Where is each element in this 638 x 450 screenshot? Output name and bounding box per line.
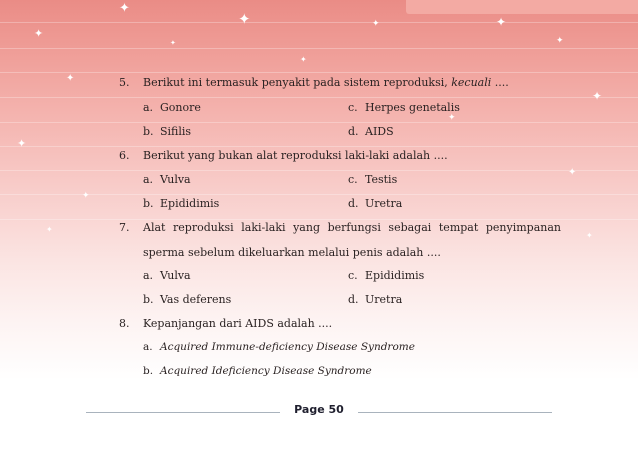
option-6d: d. Uretra [348, 197, 403, 210]
star-icon: ✦ [17, 137, 27, 150]
option-5d: d. AIDS [348, 125, 394, 138]
question-5: 5. Berikut ini termasuk penyakit pada sistem reproduksi, kecuali .... [119, 76, 509, 89]
page-number: Page 50 [294, 403, 344, 416]
question-7: 7. Alat reproduksi laki-laki yang berfungsi sebagai tempat penyimpanan sperma sebelum dikeluarkan melalui penis adalah .... [119, 221, 561, 259]
star-icon: ✦ [300, 55, 307, 64]
option-6a: a. Vulva [143, 173, 191, 186]
star-icon: ✦ [34, 27, 44, 40]
option-7a: a. Vulva [143, 269, 191, 282]
star-icon: ✦ [592, 89, 603, 103]
option-7c: c. Epididimis [348, 269, 425, 282]
star-icon: ✦ [82, 191, 90, 201]
option-8b: b. Acquired Ideficiency Disease Syndrome [143, 365, 372, 377]
star-icon: ✦ [568, 167, 577, 178]
option-7d: d. Uretra [348, 293, 403, 306]
option-5b: b. Sifilis [143, 125, 192, 138]
star-icon: ✦ [46, 225, 53, 234]
star-icon: ✦ [66, 73, 75, 84]
option-6b: b. Epididimis [143, 197, 220, 210]
option-6c: c. Testis [348, 173, 398, 186]
star-icon: ✦ [238, 10, 251, 28]
question-6: 6. Berikut yang bukan alat reproduksi laki-laki adalah .... [119, 149, 448, 162]
star-icon: ✦ [496, 15, 507, 29]
footer-rule-left [86, 412, 280, 413]
star-icon: ✦ [586, 231, 593, 240]
star-icon: ✦ [448, 113, 456, 123]
option-5c: c. Herpes genetalis [348, 101, 460, 114]
question-8: 8. Kepanjangan dari AIDS adalah .... [119, 317, 333, 330]
star-icon: ✦ [119, 1, 130, 16]
option-8a: a. Acquired Immune-deficiency Disease Syndrome [143, 341, 415, 353]
option-7b: b. Vas deferens [143, 293, 232, 306]
star-icon: ✦ [556, 36, 564, 46]
corner-tab [406, 0, 638, 14]
star-icon: ✦ [372, 19, 380, 29]
star-icon: ✦ [170, 39, 176, 47]
option-5a: a. Gonore [143, 101, 201, 114]
footer-rule-right [358, 412, 552, 413]
